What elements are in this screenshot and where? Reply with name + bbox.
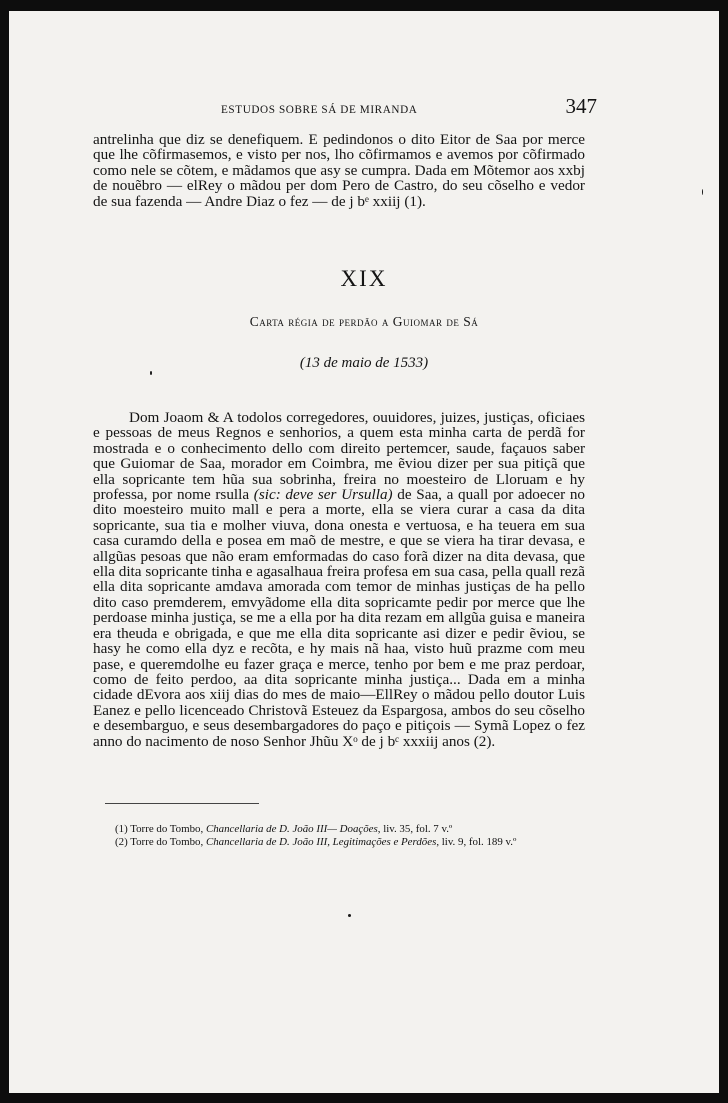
section-title: Carta régia de perdão a Guiomar de Sá	[249, 314, 479, 329]
intro-paragraph: antrelinha que diz se denefiquem. E pedindonos o dito Eitor de Saa por merce que lhe cõfirmasemos, e visto per nos, lho cõfirmamos e avemos por cõfirmado como nele se cõtem, e mãdamos que asy se cumpra. Dada em Mõtemor aos xxbj de nouẽbro — elRey o mãdou per dom Pero de Castro, do seu cõselho e vedor de sua fazenda — Andre Diaz o fez — de j bᵉ xxiij (1).	[93, 131, 585, 210]
footnote-2-suffix: , liv. 9, fol. 189 v.º	[436, 835, 517, 848]
running-head	[105, 94, 597, 122]
footnote-1-prefix: (1) Torre do Tombo,	[115, 823, 204, 835]
footnote-rule	[105, 803, 259, 804]
page-number: 347	[565, 94, 597, 118]
ink-speck	[702, 189, 703, 195]
book-page	[9, 11, 719, 1093]
footnote-2-prefix: (2) Torre do Tombo,	[115, 835, 204, 848]
footnote-1-suffix: , liv. 35, fol. 7 v.º	[377, 823, 453, 835]
main-text-before-italic: Dom Joaom & A todolos corregedores, ouuidores, juizes, justiças, oficiaes e pessoas de meus Regnos e senhorios, a quem esta minha carta de perdã for mostrada e o conhecimento dello com direito pertemcer, saude, façauos saber que Guiomar de Saa, morador em Coimbra, me ẽviou dizer per sua pitiçã que ella sopricante tem hũa sua sobrinha, freira no moesteiro de Lloruam e hy professa, por nome rsulla	[93, 409, 585, 504]
main-text-italic-note: (sic: deve ser Ursulla)	[253, 486, 393, 504]
running-title: ESTUDOS SOBRE SÁ DE MIRANDA	[221, 104, 418, 116]
section-date: (13 de maio de 1533)	[299, 355, 429, 371]
intro-paragraph-block	[93, 132, 585, 209]
ink-speck	[150, 371, 152, 375]
section-number: XIX	[340, 266, 388, 291]
main-text-after-italic: de Saa, a quall por adoecer no dito moesteiro muito mall e pera a morte, ella se viera curar a casa da dita sopricante, sua tia e molher viuva, dona onesta e vertuosa, e ha teuera em sua casa curamdo della e posea em maõ de mestre, e que se viera ha tirar devasa, e allgũas pesoas que não eram emformadas do caso forã dizer na dita devasa, que ella dita sopricante tinha e agasalhaua freira profesa em sua casa, pella quall rezã ella dita sopricante amdava amorada com temor de minhas justiças de ha pello dito caso premderem, emvyãdome ella dita sopricamte pedir por merce que lhe perdoase minha justiça, se me a ella por ha dita rezam em allgũa guisa e maneira era theuda e obrigada, e que me ella dita sopricante asi dizer e pedir ẽviou, se hasy he como ella dyz e recõta, e hy mais nã haa, visto huũ prazme com meu pase, e queremdolhe eu fazer graça e merce, tenho por bem e me praz perdoar, como de feito perdoo, aa dita sopricante minha justiça... Dada em a minha cidade dEvora aos xiij dias do mes de maio—EllRey o mãdou pello doutor Luis Eanez e pello licenceado Christovã Esteuez da Espargosa, ambos do seu cõselho e desembarguo, e seus desembargadores do paço e pitiçois — Symã Lopez o fez anno do nacimento de noso Senhor Jhũu Xᵒ de j bᶜ xxxiij anos (2).	[93, 486, 586, 750]
main-paragraph-block	[93, 410, 585, 749]
footnote-1-title: Chancellaria de D. João III— Doações	[205, 823, 378, 835]
footnotes	[95, 823, 587, 848]
footnote-2-title: Chancellaria de D. João III, Legitimações e Perdões	[205, 835, 437, 848]
footnote-1	[95, 823, 587, 836]
footnote-2	[95, 836, 587, 849]
ink-speck	[348, 914, 351, 917]
main-paragraph	[93, 410, 585, 749]
